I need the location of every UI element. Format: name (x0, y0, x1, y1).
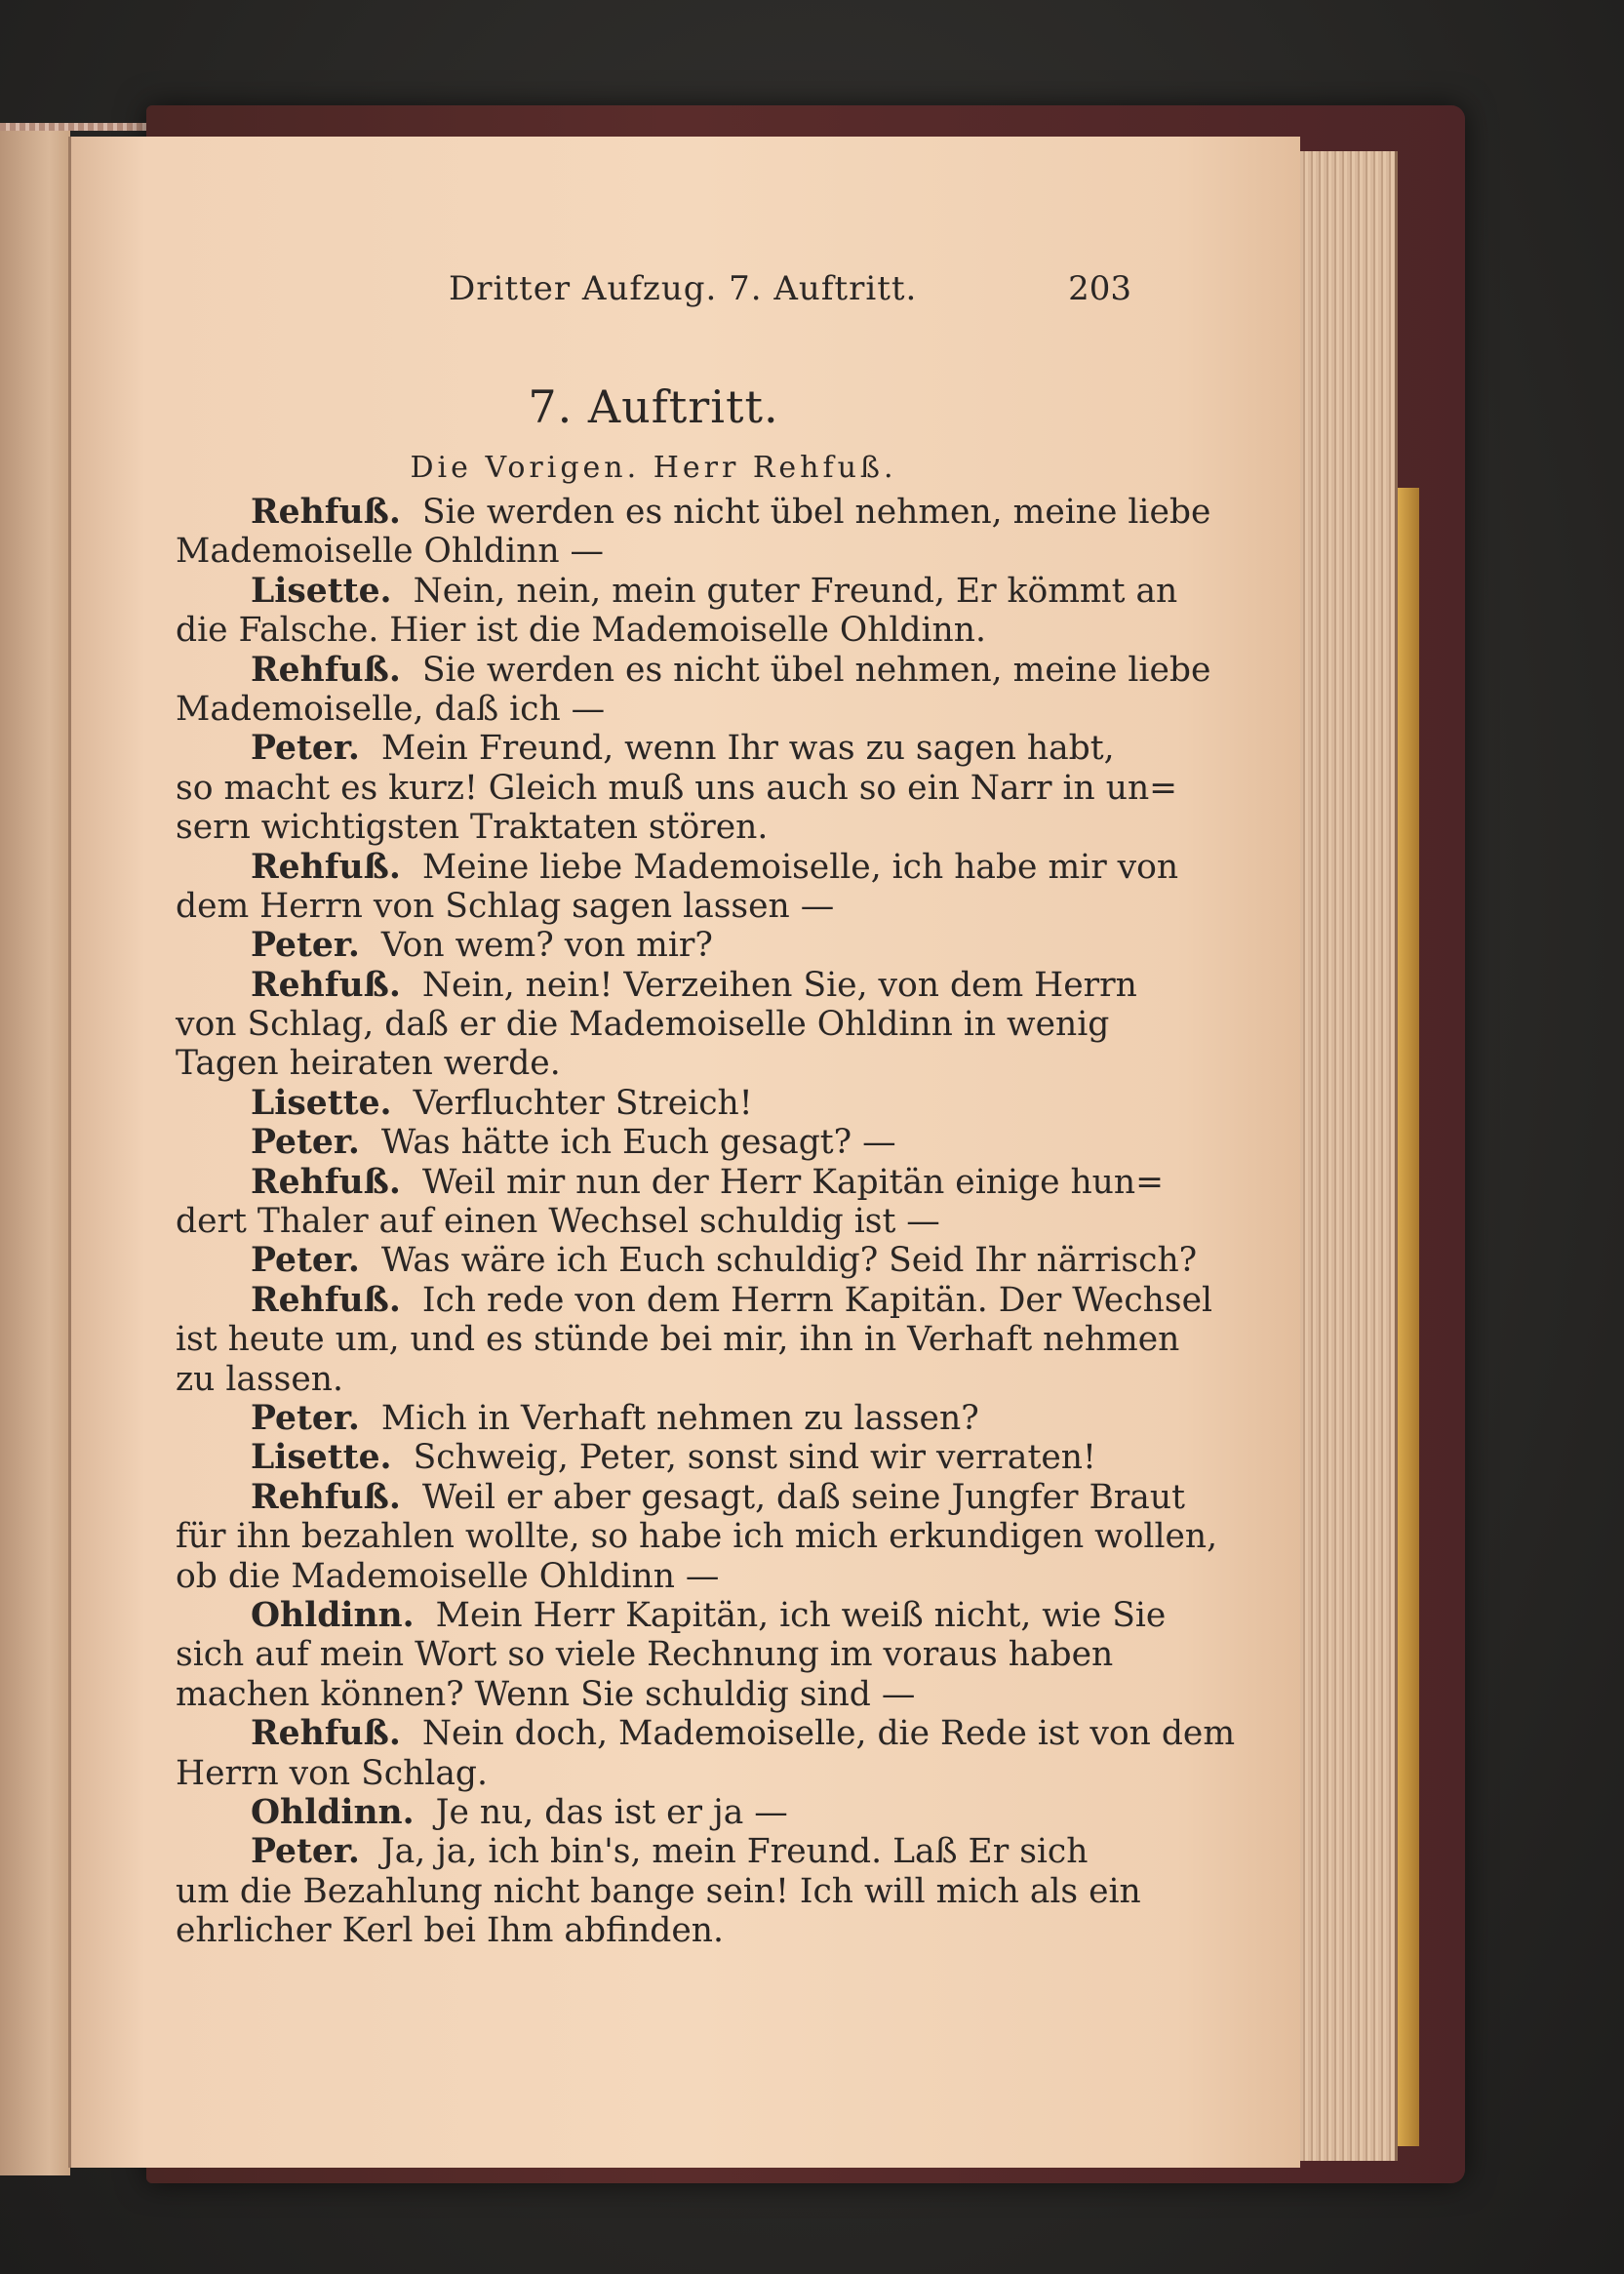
line-text: Was hätte ich Euch gesagt? — (380, 1123, 896, 1163)
continuation-line (176, 887, 1131, 926)
speaker-name: Rehfuß. (251, 1162, 401, 1202)
line-text: von Schlag, daß er die Mademoiselle Ohldinn in wenig (176, 1005, 1110, 1045)
speaker-name: Peter. (251, 926, 360, 966)
speech-line (176, 1595, 1167, 1635)
line-text: Mein Herr Kapitän, ich weiß nicht, wie Sie (435, 1595, 1167, 1635)
speech-line (176, 650, 1211, 690)
page-header (176, 269, 1131, 318)
continuation-line (176, 1754, 1131, 1793)
line-text: machen können? Wenn Sie schuldig sind — (176, 1674, 916, 1714)
line-text: Mich in Verhaft nehmen zu lassen? (380, 1398, 979, 1438)
line-text: Tagen heiraten werde. (176, 1044, 561, 1084)
continuation-line (176, 1005, 1131, 1044)
line-text: zu lassen. (176, 1359, 343, 1399)
line-text: für ihn bezahlen wollte, so habe ich mich erkundigen wollen, (176, 1517, 1218, 1557)
continuation-line (176, 532, 1131, 571)
line-text: die Falsche. Hier ist die Mademoiselle Ohldinn. (176, 611, 986, 651)
line-text: Nein, nein! Verzeihen Sie, von dem Herrn (421, 965, 1137, 1005)
line-text: dert Thaler auf einen Wechsel schuldig ist — (176, 1202, 940, 1242)
speech-line (176, 729, 1131, 768)
speech-line (176, 1123, 1131, 1162)
speech-line (176, 1399, 1131, 1438)
continuation-line (176, 1557, 1131, 1596)
speaker-name: Rehfuß. (251, 847, 401, 887)
speaker-name: Rehfuß. (251, 650, 401, 690)
line-text: Ich rede von dem Herrn Kapitän. Der Wechsel (421, 1280, 1213, 1320)
continuation-line (176, 1911, 1131, 1950)
continuation-line (176, 1202, 1131, 1241)
continuation-line (176, 1675, 1131, 1714)
left-page-edge (0, 127, 70, 2175)
continuation-line (176, 808, 1131, 847)
speaker-name: Lisette. (251, 571, 392, 611)
dialogue-text (176, 493, 1236, 1951)
stage-direction: Die Vorigen. Herr Rehfuß. (410, 451, 897, 485)
speech-line (176, 1241, 1198, 1281)
scene-title: 7. Auftritt. (528, 380, 779, 433)
speech-line (176, 847, 1179, 887)
line-text: sern wichtigsten Traktaten stören. (176, 808, 769, 848)
line-text: ehrlicher Kerl bei Ihm abfinden. (176, 1911, 724, 1951)
line-text: Mademoiselle, daß ich — (176, 689, 606, 729)
line-text: Mademoiselle Ohldinn — (176, 532, 605, 572)
continuation-line (176, 1635, 1131, 1674)
line-text: dem Herrn von Schlag sagen lassen — (176, 886, 835, 926)
speech-line (176, 1477, 1185, 1517)
line-text: Ja, ja, ich bin's, mein Freund. Laß Er sich (380, 1832, 1089, 1872)
line-text: um die Bezahlung nicht bange sein! Ich will mich als ein (176, 1871, 1141, 1911)
speech-line (176, 1280, 1213, 1320)
line-text: Herrn von Schlag. (176, 1753, 488, 1793)
speaker-name: Rehfuß. (251, 493, 401, 532)
speaker-name: Lisette. (251, 1438, 392, 1478)
speaker-name: Peter. (251, 729, 360, 769)
line-text: Sie werden es nicht übel nehmen, meine liebe (421, 493, 1211, 532)
speaker-name: Rehfuß. (251, 965, 401, 1005)
speech-line (176, 965, 1137, 1005)
speech-line (176, 1084, 1131, 1123)
line-text: Nein doch, Mademoiselle, die Rede ist von dem (421, 1714, 1236, 1754)
line-text: Meine liebe Mademoiselle, ich habe mir von (421, 847, 1179, 887)
line-text: Weil er aber gesagt, daß seine Jungfer Braut (421, 1477, 1185, 1517)
line-text: ob die Mademoiselle Ohldinn — (176, 1556, 720, 1596)
speaker-name: Rehfuß. (251, 1477, 401, 1517)
speaker-name: Rehfuß. (251, 1714, 401, 1754)
page-number: 203 (1068, 269, 1131, 308)
continuation-line (176, 1360, 1131, 1399)
line-text: Schweig, Peter, sonst sind wir verraten! (413, 1438, 1096, 1478)
speaker-name: Ohldinn. (251, 1792, 415, 1832)
line-text: Weil mir nun der Herr Kapitän einige hun= (421, 1162, 1165, 1202)
left-page-fore-edge (0, 123, 146, 131)
line-text: Was wäre ich Euch schuldig? Seid Ihr närrisch? (380, 1241, 1198, 1281)
line-text: Von wem? von mir? (380, 926, 713, 966)
speaker-name: Peter. (251, 1123, 360, 1163)
speech-line (176, 1793, 1131, 1832)
continuation-line (176, 768, 1178, 808)
line-text: Je nu, das ist er ja — (435, 1792, 788, 1832)
speech-line (176, 1832, 1131, 1871)
speaker-name: Peter. (251, 1241, 360, 1281)
speaker-name: Ohldinn. (251, 1595, 415, 1635)
speech-line (176, 493, 1211, 532)
continuation-line (176, 1320, 1180, 1360)
running-head: Dritter Aufzug. 7. Auftritt. (449, 269, 918, 308)
speaker-name: Peter. (251, 1398, 360, 1438)
line-text: ist heute um, und es stünde bei mir, ihn in Verhaft nehmen (176, 1320, 1180, 1360)
continuation-line (176, 1517, 1218, 1557)
speaker-name: Rehfuß. (251, 1280, 401, 1320)
continuation-line (176, 611, 1131, 650)
continuation-line (176, 690, 1131, 729)
speech-line (176, 571, 1178, 611)
speech-line (176, 1438, 1131, 1477)
line-text: Verfluchter Streich! (413, 1083, 753, 1123)
speech-line (176, 926, 1131, 965)
speech-line (176, 1162, 1165, 1202)
speaker-name: Peter. (251, 1832, 360, 1872)
line-text: so macht es kurz! Gleich muß uns auch so ein Narr in un= (176, 768, 1178, 808)
speaker-name: Lisette. (251, 1083, 392, 1123)
line-text: Sie werden es nicht übel nehmen, meine liebe (421, 650, 1211, 690)
line-text: Mein Freund, wenn Ihr was zu sagen habt, (380, 729, 1115, 769)
speech-line (176, 1714, 1236, 1754)
line-text: Nein, nein, mein guter Freund, Er kömmt an (413, 571, 1178, 611)
line-text: sich auf mein Wort so viele Rechnung im voraus haben (176, 1635, 1114, 1675)
continuation-line (176, 1871, 1141, 1911)
continuation-line (176, 1044, 1131, 1083)
